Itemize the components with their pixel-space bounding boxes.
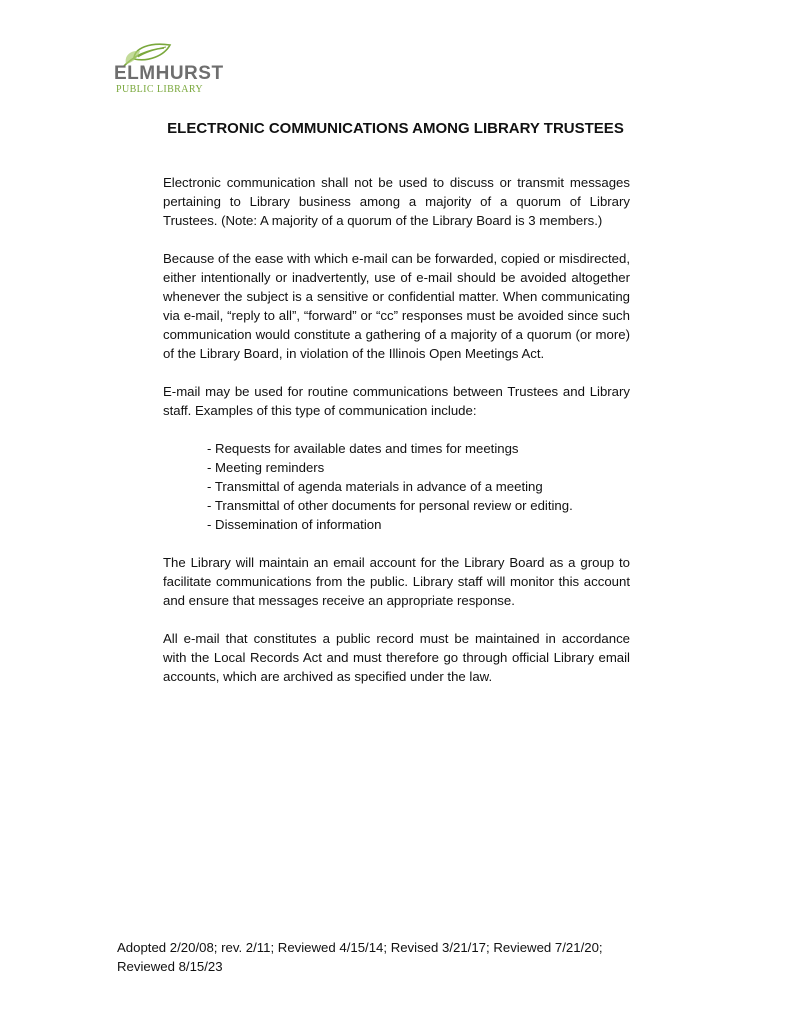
paragraph: Electronic communication shall not be used to discuss or transmit messages pertaining to Library business among a majority of a quorum of Library Trustees. (Note: A majority of a quorum of the Library Board is 3 members.): [163, 175, 630, 228]
page-title: ELECTRONIC COMMUNICATIONS AMONG LIBRARY TRUSTEES: [167, 120, 624, 137]
footer-line: Adopted 2/20/08; rev. 2/11; Reviewed 4/15/14; Revised 3/21/17; Reviewed 7/21/20;: [117, 940, 603, 955]
list-item: - Requests for available dates and times for meetings: [207, 441, 519, 456]
paragraph: E-mail may be used for routine communications between Trustees and Library staff. Examples of this type of communication include:: [163, 384, 630, 418]
paragraph: The Library will maintain an email account for the Library Board as a group to facilitate communications from the public. Library staff will monitor this account and ensure that messages receive an appropriate response.: [163, 555, 630, 608]
footer-line: Reviewed 8/15/23: [117, 959, 223, 974]
list-item: - Meeting reminders: [207, 460, 325, 475]
list-item: - Transmittal of other documents for personal review or editing.: [207, 498, 573, 513]
library-logo: [112, 42, 232, 98]
revision-footer: [117, 938, 697, 976]
document-body: [163, 173, 630, 705]
paragraph: Because of the ease with which e-mail can be forwarded, copied or misdirected, either intentionally or inadvertently, use of e-mail should be avoided altogether whenever the subject is a sensitive or confidential matter. When communicating via e-mail, “reply to all”, “forward” or “cc” responses must be avoided since such communication would constitute a gathering of a majority of a quorum (or more) of the Library Board, in violation of the Illinois Open Meetings Act.: [163, 251, 630, 361]
paragraph: All e-mail that constitutes a public record must be maintained in accordance with the Local Records Act and must therefore go through official Library email accounts, which are archived as specified under the law.: [163, 631, 630, 684]
list-item: - Transmittal of agenda materials in advance of a meeting: [207, 479, 543, 494]
list-item: - Dissemination of information: [207, 517, 382, 532]
logo-subtitle: PUBLIC LIBRARY: [116, 84, 204, 95]
logo-name: ELMHURST: [114, 63, 224, 84]
examples-list: [207, 439, 630, 534]
